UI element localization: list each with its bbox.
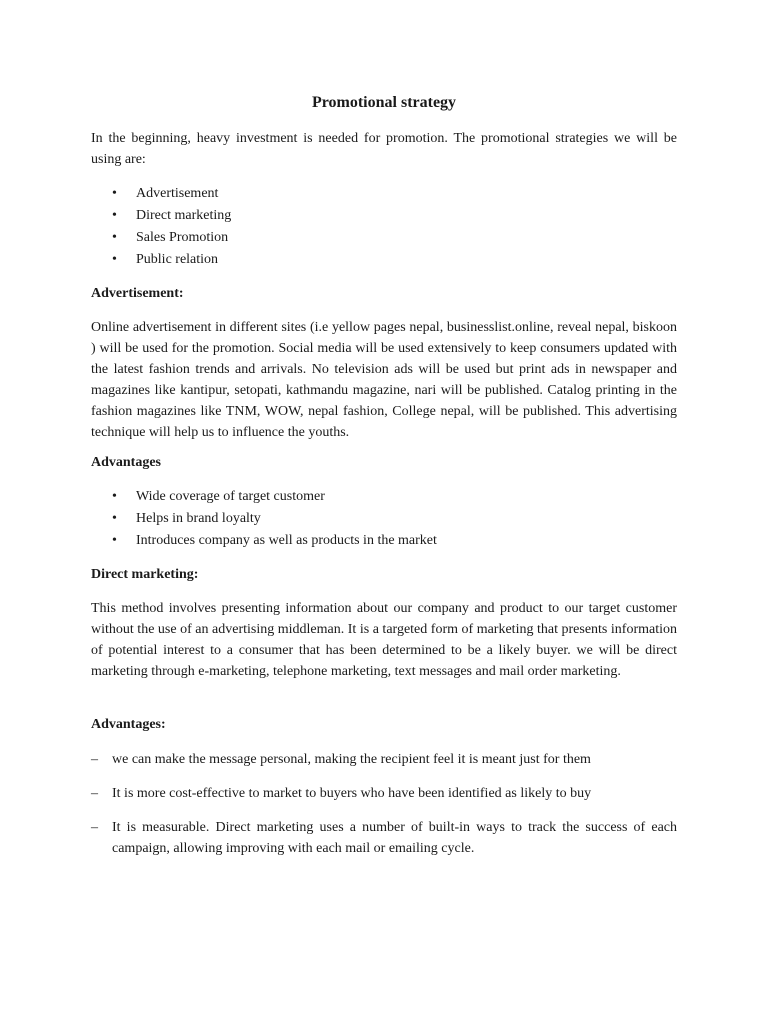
dash-icon: – — [91, 786, 98, 801]
direct-marketing-heading: Direct marketing: — [91, 567, 199, 582]
advertisement-heading: Advertisement: — [91, 286, 184, 301]
list-item: • Helps in brand loyalty — [91, 508, 677, 530]
bullet-icon: • — [112, 230, 117, 245]
dash-icon: – — [91, 820, 98, 835]
direct-marketing-paragraph: This method involves presenting information about our company and product to our target customer without the use of an advertising middleman. It is a targeted form of marketing that presents information of potential interest to a consumer that has been determined to be a likely buyer. we will be direct marketing through e-marketing, telephone marketing, text messages and mail order marketing. — [91, 601, 677, 679]
list-item: • Sales Promotion — [91, 227, 677, 249]
list-item: • Advertisement — [91, 183, 677, 205]
direct-marketing-advantages-heading: Advantages: — [91, 717, 166, 732]
bullet-icon: • — [112, 208, 117, 223]
advertisement-paragraph: Online advertisement in different sites (i.e yellow pages nepal, businesslist.online, reveal nepal, biskoon ) will be used for the promotion. Social media will be used extensively to keep consumers updated with the latest fashion trends and arrivals. No television ads will be used but print ads in newspaper and magazines like kantipur, setopati, kathmandu magazine, nari will be published. Catalog printing in the fashion magazines like TNM, WOW, nepal fashion, College nepal, will be published. This advertising technique will help us to influence the youths. — [91, 320, 677, 440]
intro-paragraph: In the beginning, heavy investment is needed for promotion. The promotional strategies we will be using are: — [91, 131, 677, 167]
list-item: • Wide coverage of target customer — [91, 486, 677, 508]
direct-marketing-advantages-list — [91, 749, 677, 859]
page-title: Promotional strategy — [311, 94, 457, 111]
bullet-icon: • — [112, 186, 117, 201]
strategy-list — [91, 183, 677, 271]
list-item: – we can make the message personal, making the recipient feel it is meant just for them — [91, 749, 677, 770]
list-item: – It is more cost-effective to market to buyers who have been identified as likely to buy — [91, 783, 677, 804]
list-item: • Direct marketing — [91, 205, 677, 227]
bullet-icon: • — [112, 511, 117, 526]
bullet-icon: • — [112, 252, 117, 267]
advertisement-advantages-heading: Advantages — [91, 455, 162, 470]
list-item: – It is measurable. Direct marketing uses a number of built-in ways to track the success of each campaign, allowing improving with each mail or emailing cycle. — [91, 817, 677, 859]
bullet-icon: • — [112, 533, 117, 548]
advertisement-advantages-list — [91, 486, 677, 552]
bullet-icon: • — [112, 489, 117, 504]
dash-icon: – — [91, 752, 98, 767]
list-item: • Introduces company as well as products in the market — [91, 530, 677, 552]
list-item: • Public relation — [91, 249, 677, 271]
